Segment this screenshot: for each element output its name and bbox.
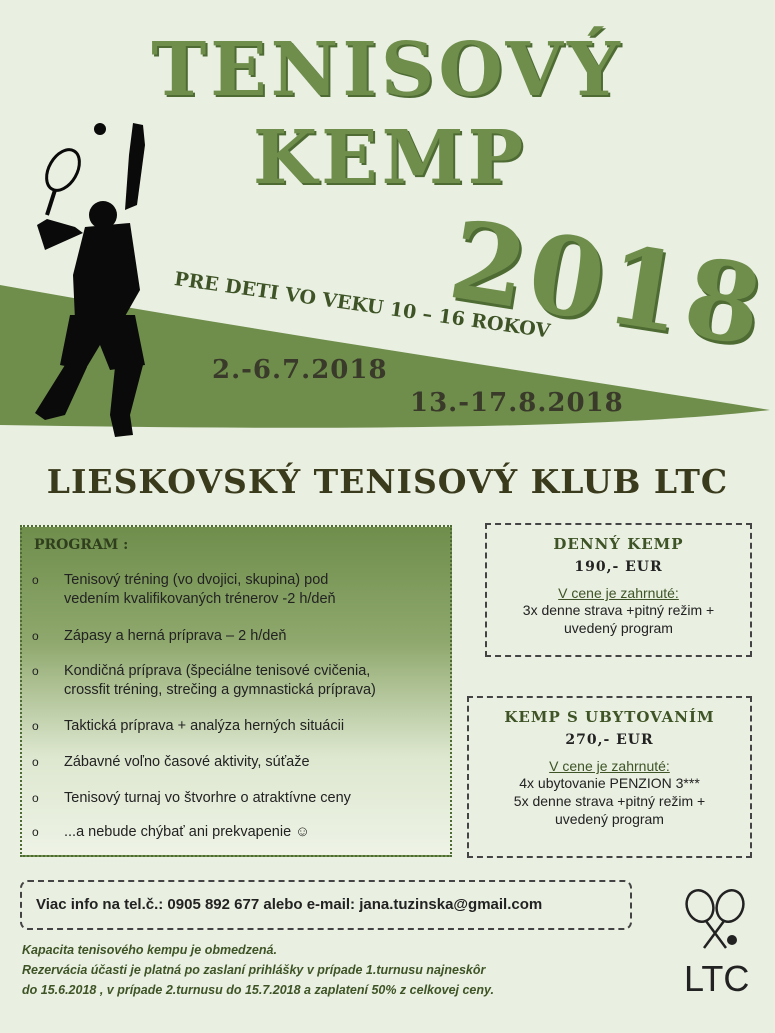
accommodation-camp-price: 270,- EUR [565,732,654,748]
day-camp-price: 190,- EUR [574,559,663,575]
program-box [20,525,452,857]
title-line-2: KEMP [252,115,528,201]
club-name-heading: LIESKOVSKÝ TENISOVÝ KLUB LTC [46,462,729,501]
day-camp-included-label: V cene je zahrnuté: [558,585,679,601]
program-item: o Tenisový tréning (vo dvojici, skupina) pod vedením kvalifikovaných trénerov -2 h/deň [32,572,336,607]
note-line: do 15.6.2018 , v prípade 2.turnusu do 15.7.2018 a zaplatení 50% z celkovej ceny. [22,983,494,997]
accommodation-camp-included-line: uvedený program [555,811,664,827]
year-heading: 2018 [441,197,774,372]
day-camp-included-line: 3x denne strava +pitný režim + [522,602,715,618]
bullet-circle-icon: o [32,664,39,678]
program-title: PROGRAM : [34,537,129,553]
day-camp-included-line: uvedený program [564,620,673,636]
ltc-logo-text: LTC [684,958,750,999]
program-item: o Tenisový turnaj vo štvorhre o atraktívne ceny [32,790,351,806]
accommodation-camp-included-line: 5x denne strava +pitný režim + [513,793,706,809]
accommodation-camp-box [467,696,752,858]
program-item: o Zábavné voľno časové aktivity, súťaže [32,754,310,770]
crossed-rackets-logo-icon [680,888,750,958]
reservation-note [22,940,632,1000]
bullet-circle-icon: o [32,755,39,769]
note-line: Kapacita tenisového kempu je obmedzená. [22,943,277,957]
date-second-turn: 13.-17.8.2018 [410,388,624,418]
bullet-circle-icon: o [32,719,39,733]
age-range-text: PRE DETI VO VEKU 10 – 16 ROKOV [172,268,552,343]
program-item: o ...a nebude chýbať ani prekvapenie ☺ [32,824,310,840]
day-camp-title: DENNÝ KEMP [553,535,684,553]
accommodation-camp-title: KEMP S UBYTOVANÍM [504,708,715,726]
title-line-1: TENISOVÝ [151,27,624,113]
date-first-turn: 2.-6.7.2018 [212,355,388,385]
contact-info-box: Viac info na tel.č.: 0905 892 677 alebo e-mail: jana.tuzinska@gmail.com [20,880,632,930]
program-item: o Zápasy a herná príprava – 2 h/deň [32,628,287,644]
accommodation-camp-included-line: 4x ubytovanie PENZION 3*** [519,775,700,791]
accommodation-camp-included-label: V cene je zahrnuté: [549,758,670,774]
bullet-circle-icon: o [32,573,39,587]
program-item: o Taktická príprava + analýza herných situácii [32,718,345,734]
note-line: Rezervácia účasti je platná po zaslaní prihlášky v prípade 1.turnusu najneskôr [22,963,486,977]
bullet-circle-icon: o [32,791,39,805]
program-item: o Kondičná príprava (špeciálne tenisové cvičenia, crossfit tréning, strečing a gymnastická príprava) [32,663,376,698]
day-camp-box [485,523,752,657]
bullet-circle-icon: o [32,825,39,839]
bullet-circle-icon: o [32,629,39,643]
